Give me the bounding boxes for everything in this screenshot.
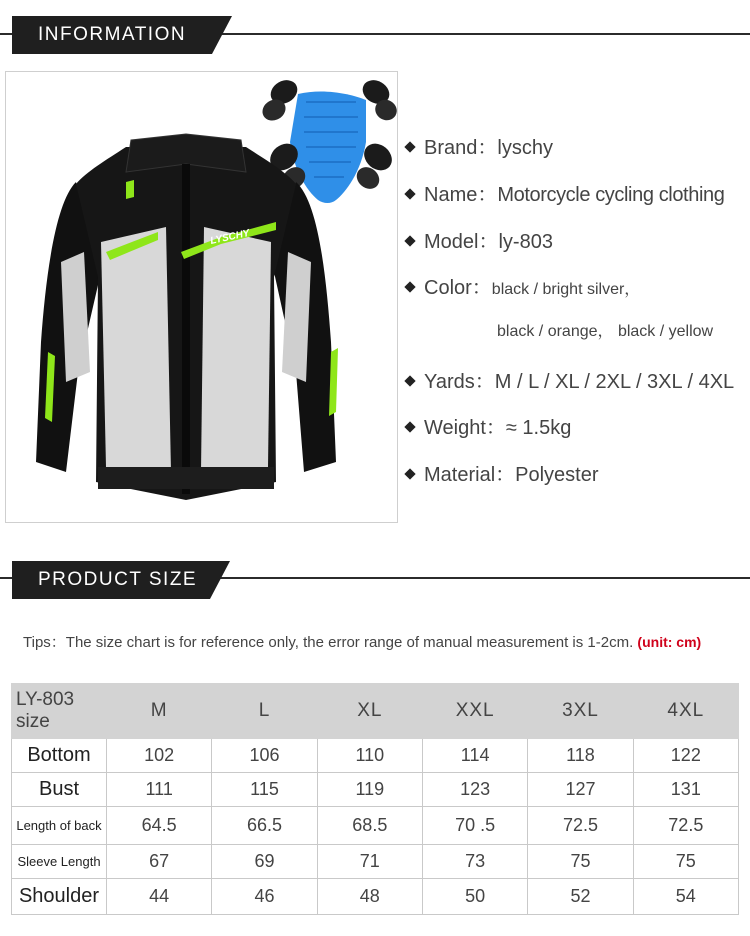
table-cell: 75	[528, 845, 633, 879]
product-size-header	[12, 561, 210, 599]
table-cell: 69	[212, 845, 317, 879]
table-row	[12, 845, 739, 879]
info-color-line2	[497, 318, 713, 342]
table-row	[12, 773, 739, 807]
size-column-header: XXL	[422, 684, 527, 739]
size-column-header: M	[107, 684, 212, 739]
name-label: Name：	[424, 184, 498, 206]
yards-value: M / L / XL / 2XL / 3XL / 4XL	[494, 371, 735, 393]
table-cell: 111	[107, 773, 212, 807]
row-label: Bottom	[12, 739, 107, 773]
size-column-header: LY-803 size	[12, 684, 107, 739]
table-cell: 72.5	[528, 807, 633, 845]
product-image-frame	[5, 71, 398, 523]
table-cell: 48	[317, 879, 422, 915]
info-yards	[406, 365, 734, 394]
row-label: Length of back	[12, 807, 107, 845]
product-size-header-text: PRODUCT SIZE	[38, 569, 198, 590]
size-tips	[23, 631, 701, 652]
info-weight	[406, 411, 571, 440]
table-cell: 131	[633, 773, 738, 807]
table-cell: 66.5	[212, 807, 317, 845]
table-cell: 46	[212, 879, 317, 915]
bullet-diamond-icon	[404, 235, 415, 246]
color-value-line2: black / orange， black / yellow	[497, 323, 714, 340]
brand-label: Brand：	[424, 137, 498, 159]
bullet-diamond-icon	[404, 375, 415, 386]
weight-label: Weight：	[424, 417, 506, 439]
row-label: Sleeve Length	[12, 845, 107, 879]
size-column-header: 4XL	[633, 684, 738, 739]
table-cell: 70 .5	[422, 807, 527, 845]
jacket	[36, 134, 338, 500]
brand-value: lyschy	[497, 137, 553, 159]
info-brand	[406, 131, 553, 160]
jacket-product-image	[6, 72, 397, 522]
bullet-diamond-icon	[404, 188, 415, 199]
bullet-diamond-icon	[404, 281, 415, 292]
bullet-diamond-icon	[404, 141, 415, 152]
table-cell: 44	[107, 879, 212, 915]
table-cell: 127	[528, 773, 633, 807]
table-row	[12, 879, 739, 915]
table-cell: 72.5	[633, 807, 738, 845]
table-cell: 122	[633, 739, 738, 773]
bullet-diamond-icon	[404, 421, 415, 432]
table-cell: 102	[107, 739, 212, 773]
weight-value: ≈ 1.5kg	[505, 417, 572, 439]
row-label: Shoulder	[12, 879, 107, 915]
info-material	[406, 458, 599, 487]
info-color	[406, 271, 640, 300]
table-cell: 110	[317, 739, 422, 773]
table-cell: 123	[422, 773, 527, 807]
jacket-brand-print: LYSCHY	[209, 227, 251, 247]
table-cell: 114	[422, 739, 527, 773]
yards-label: Yards：	[424, 371, 495, 393]
material-value: Polyester	[515, 464, 599, 486]
bullet-diamond-icon	[404, 468, 415, 479]
tips-text: Tips：The size chart is for reference only, the error range of manual measurement is 1-2cm.	[23, 634, 634, 651]
information-header-text: INFORMATION	[38, 24, 187, 45]
table-cell: 75	[633, 845, 738, 879]
size-table-header-row	[12, 684, 739, 739]
table-row	[12, 739, 739, 773]
table-cell: 73	[422, 845, 527, 879]
table-cell: 64.5	[107, 807, 212, 845]
model-value: ly-803	[498, 231, 553, 253]
table-cell: 106	[212, 739, 317, 773]
info-model	[406, 225, 553, 254]
table-cell: 118	[528, 739, 633, 773]
color-value-line1: black / bright silver，	[491, 281, 641, 298]
info-name	[406, 178, 724, 207]
table-cell: 67	[107, 845, 212, 879]
table-cell: 68.5	[317, 807, 422, 845]
table-cell: 119	[317, 773, 422, 807]
table-row	[12, 807, 739, 845]
size-chart-table	[11, 683, 739, 915]
table-cell: 54	[633, 879, 738, 915]
size-column-header: 3XL	[528, 684, 633, 739]
table-cell: 71	[317, 845, 422, 879]
table-cell: 52	[528, 879, 633, 915]
name-value: Motorcycle cycling clothing	[497, 184, 725, 206]
size-column-header: L	[212, 684, 317, 739]
material-label: Material：	[424, 464, 516, 486]
model-label: Model：	[424, 231, 499, 253]
table-cell: 50	[422, 879, 527, 915]
information-header	[12, 16, 212, 54]
row-label: Bust	[12, 773, 107, 807]
color-label: Color：	[424, 277, 492, 299]
tips-unit: (unit: cm)	[637, 634, 702, 650]
size-column-header: XL	[317, 684, 422, 739]
table-cell: 115	[212, 773, 317, 807]
